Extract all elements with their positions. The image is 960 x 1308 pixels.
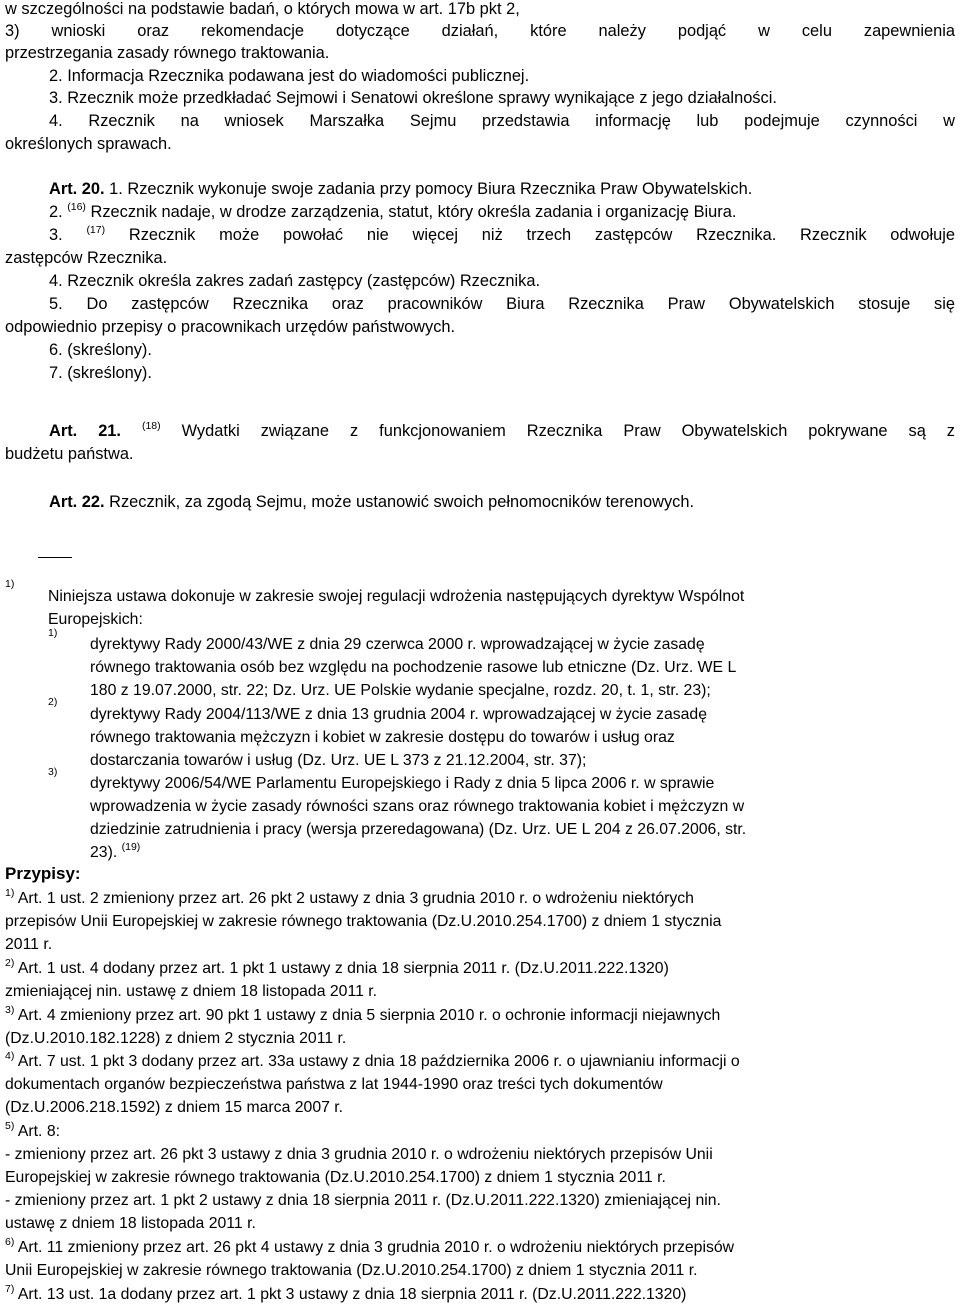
article-20-line-1: Art. 20. 1. Rzecznik wykonuje swoje zadania przy pomocy Biura Rzecznika Praw Obywatelskich. bbox=[49, 180, 753, 198]
list-item-text: równego traktowania mężczyzn i kobiet w zakresie dostępu do towarów i usług oraz bbox=[90, 729, 675, 746]
przypis-text: Europejskiej w zakresie równego traktowania (Dz.U.2010.254.1700) z dniem 1 stycznia 2011 r. bbox=[5, 1169, 666, 1186]
list-item-text: 180 z 19.07.2000, str. 22; Dz. Urz. UE Polskie wydanie specjalne, rozdz. 20, t. 1, str. 23); bbox=[90, 682, 711, 699]
footnote-ref: (16) bbox=[67, 201, 86, 213]
przypisy-heading: Przypisy: bbox=[5, 864, 81, 883]
text-line: 3. Rzecznik może przedkładać Sejmowi i Senatowi określone sprawy wynikające z jego działalności. bbox=[49, 89, 777, 107]
text-line: 4. Rzecznik na wniosek Marszałka Sejmu przedstawia informację lub podejmuje czynności w bbox=[49, 112, 955, 130]
list-item-text: dyrektywy Rady 2004/113/WE z dnia 13 grudnia 2004 r. wprowadzającej w życie zasadę bbox=[90, 706, 707, 723]
text-line: określonych sprawach. bbox=[5, 135, 172, 153]
text-line: 3) wnioski oraz rekomendacje dotyczące działań, które należy podjąć w celu zapewnienia bbox=[5, 22, 955, 40]
przypis-text: Unii Europejskiej w zakresie równego traktowania (Dz.U.2010.254.1700) z dniem 1 stycznia 2011 r. bbox=[5, 1262, 698, 1279]
footnote-text: Niniejsza ustawa dokonuje w zakresie swojej regulacji wdrożenia następujących dyrektyw Wspólnot bbox=[48, 588, 745, 605]
text-line: 4. Rzecznik określa zakres zadań zastępcy (zastępców) Rzecznika. bbox=[49, 272, 541, 290]
footnote-text: Europejskich: bbox=[48, 611, 143, 628]
list-item-text: dostarczania towarów i usług (Dz. Urz. UE L 373 z 21.12.2004, str. 37); bbox=[90, 752, 587, 769]
przypis-text: - zmieniony przez art. 1 pkt 2 ustawy z dnia 18 sierpnia 2011 r. (Dz.U.2011.222.1320) zmieniającej nin. bbox=[5, 1192, 721, 1209]
article-21-line: Art. 21. $^{(18)}$ Wydatki związane z funkcjonowaniem Rzecznika Praw Obywatelskich pokrywane są z bbox=[49, 420, 955, 440]
article-label: Art. 22. bbox=[49, 493, 105, 511]
footnote-marker: 1) bbox=[5, 578, 15, 590]
przypis-6: $^{6)}$ Art. 11 zmieniony przez art. 26 pkt 4 ustawy z dnia 3 grudnia 2010 r. o wdrożeniu niektórych przepisów bbox=[5, 1236, 735, 1256]
list-item-text: dyrektywy 2006/54/WE Parlamentu Europejskiego i Rady z dnia 5 lipca 2006 r. w sprawie bbox=[90, 775, 715, 792]
przypis-text: dokumentach organów bezpieczeństwa państwa z lat 1944-1990 oraz treści tych dokumentów bbox=[5, 1076, 663, 1093]
przypis-text: (Dz.U.2006.218.1592) z dniem 15 marca 2007 r. bbox=[5, 1099, 344, 1116]
list-item-text: dziedzinie zatrudnienia i pracy (wersja przeredagowana) (Dz. Urz. UE L 204 z 26.07.2006, str. bbox=[90, 821, 747, 838]
list-item-text: równego traktowania osób bez względu na pochodzenie rasowe lub etniczne (Dz. Urz. WE L bbox=[90, 659, 737, 676]
text-line: w szczególności na podstawie badań, o których mowa w art. 17b pkt 2, bbox=[5, 0, 520, 18]
footnote-ref: (17) bbox=[86, 224, 106, 236]
text-line: 6. (skreślony). bbox=[49, 341, 152, 359]
list-marker: 3) bbox=[48, 766, 58, 778]
list-item-text: 23). $^{(19)}$ bbox=[90, 841, 141, 861]
article-22-line: Art. 22. Rzecznik, za zgodą Sejmu, może ustanowić swoich pełnomocników terenowych. bbox=[49, 493, 695, 511]
article-20-line-3: 3. $^{(17)}$ Rzecznik może powołać nie więcej niż trzech zastępców Rzecznika. Rzecznik odwołuje bbox=[49, 224, 955, 244]
footnote-ref: (18) bbox=[141, 420, 161, 432]
przypis-5: $^{5)}$ Art. 8: bbox=[5, 1120, 60, 1140]
text-line: 7. (skreślony). bbox=[49, 364, 152, 382]
list-marker: 1) bbox=[48, 627, 58, 639]
przypis-7: $^{7)}$ Art. 13 ust. 1a dodany przez art. 1 pkt 3 ustawy z dnia 18 sierpnia 2011 r. (Dz.U.2011.222.1320) bbox=[5, 1283, 687, 1303]
text-line: budżetu państwa. bbox=[5, 445, 134, 463]
przypis-1: $^{1)}$ Art. 1 ust. 2 zmieniony przez art. 26 pkt 2 ustawy z dnia 3 grudnia 2010 r. o wdrożeniu niektórych bbox=[5, 887, 694, 907]
przypis-text: zmieniającej nin. ustawę z dniem 18 listopada 2011 r. bbox=[5, 983, 378, 1000]
przypis-text: ustawę z dniem 18 listopada 2011 r. bbox=[5, 1215, 256, 1232]
list-item-text: wprowadzenia w życie zasady równości szans oraz równego traktowania kobiet i mężczyzn w bbox=[90, 798, 745, 815]
article-20-line-2: 2. $^{(16)}$ Rzecznik nadaje, w drodze zarządzenia, statut, który określa zadania i organizację Biura. bbox=[49, 201, 737, 221]
przypis-2: $^{2)}$ Art. 1 ust. 4 dodany przez art. 1 pkt 1 ustawy z dnia 18 sierpnia 2011 r. (Dz.U.2011.222.1320) bbox=[5, 957, 669, 977]
przypis-3: $^{3)}$ Art. 4 zmieniony przez art. 90 pkt 1 ustawy z dnia 5 sierpnia 2010 r. o ochronie informacji niejawnych bbox=[5, 1004, 721, 1024]
footnote-ref: (19) bbox=[121, 841, 141, 853]
list-item-text: dyrektywy Rady 2000/43/WE z dnia 29 czerwca 2000 r. wprowadzającej w życie zasadę bbox=[90, 636, 705, 653]
text-line: zastępców Rzecznika. bbox=[5, 249, 168, 267]
text-line: 5. Do zastępców Rzecznika oraz pracowników Biura Rzecznika Praw Obywatelskich stosuje się bbox=[49, 295, 955, 313]
footnote-separator bbox=[38, 557, 72, 558]
text-line: przestrzegania zasady równego traktowania. bbox=[5, 44, 330, 62]
przypis-4: $^{4)}$ Art. 7 ust. 1 pkt 3 dodany przez art. 33a ustawy z dnia 18 października 2006 r. o ujawnianiu informacji o bbox=[5, 1050, 740, 1070]
przypis-text: przepisów Unii Europejskiej w zakresie równego traktowania (Dz.U.2010.254.1700) z dniem 1 stycznia bbox=[5, 913, 722, 930]
article-label: Art. 21. bbox=[49, 422, 121, 440]
przypis-text: 2011 r. bbox=[5, 936, 53, 953]
text-line: 2. Informacja Rzecznika podawana jest do wiadomości publicznej. bbox=[49, 67, 530, 85]
article-label: Art. 20. bbox=[49, 180, 105, 198]
text-line: odpowiednio przepisy o pracownikach urzędów państwowych. bbox=[5, 318, 456, 336]
list-marker: 2) bbox=[48, 696, 58, 708]
przypis-text: (Dz.U.2010.182.1228) z dniem 2 stycznia 2011 r. bbox=[5, 1030, 347, 1047]
przypis-text: - zmieniony przez art. 26 pkt 3 ustawy z dnia 3 grudnia 2010 r. o wdrożeniu niektórych przepisów Unii bbox=[5, 1146, 713, 1163]
